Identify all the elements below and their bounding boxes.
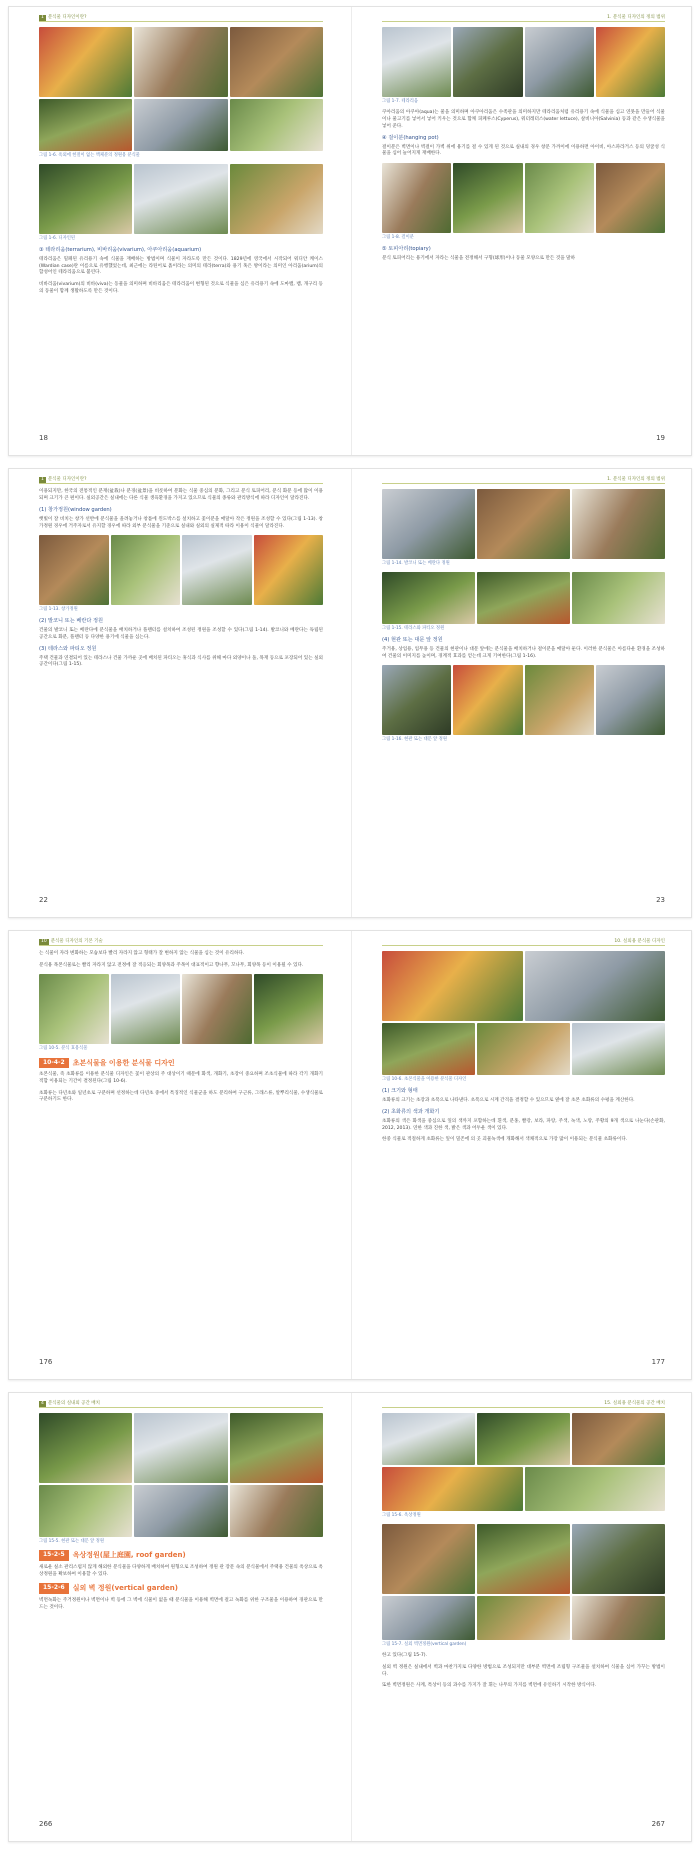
- photo: [477, 1524, 570, 1594]
- photo: [453, 27, 522, 97]
- running-head: 10. 실외용 분식물 디자인: [614, 939, 665, 944]
- photo: [477, 1023, 570, 1075]
- photo: [134, 164, 227, 234]
- photo: [525, 665, 594, 735]
- photo: [477, 489, 570, 559]
- subheading: (2) 발코니 또는 베란다 정원: [39, 618, 104, 625]
- section-number: 15-2-5: [39, 1550, 69, 1561]
- body-paragraph: 이용되지만, 한국의 전통적인 분재(盆栽)나 분경(盆景)을 비롯하여 분화는 식물 중심의 분화, 그리고 분식 토피어리, 분식 화분 등에 많이 이용되며 크기가 큰 편이다. 실외공간은 실내에는 다른 식물 생육환경을 가지고 있으므로 식물의 종류와 관리방식에 따라 디자인이 달라진다.: [39, 489, 323, 501]
- photo: [382, 489, 475, 559]
- photo: [39, 164, 132, 234]
- photo-row: [382, 1413, 665, 1465]
- running-head: 10 분식물 디자인의 기본 기술: [41, 939, 103, 944]
- page-22: [9, 469, 351, 917]
- photo-row: [382, 572, 665, 624]
- photo: [382, 27, 451, 97]
- running-head: 15. 실외용 분식물의 공간 배치: [604, 1401, 665, 1406]
- subheading: (1) 크기와 형태: [382, 1088, 418, 1095]
- body-paragraph: 주거용, 상업용, 업무용 등 건물의 현관이나 대문 앞에는 분식물을 배치하거나 걸이분을 매달아 둔다. 이러한 분식물은 아름다운 환경을 조성하여 건물의 이미지를 높이며, 경계적 효과를 얻는데 크게 기여한다(그림 1-16).: [382, 646, 665, 659]
- photo-row: [382, 1596, 665, 1640]
- photo: [382, 1413, 475, 1465]
- figure-caption: 그림 1-6. 옥외에 헌절이 없는 액체분의 정원용 분식물: [39, 153, 140, 158]
- figure-caption: 그림 1-16. 현관 또는 대문 앞 정원: [382, 737, 447, 743]
- photo-row: [39, 27, 323, 97]
- photo-row: [39, 535, 323, 605]
- body-paragraph: 주택 건물과 연결되어 있는 테라스나 건물 가까운 곳에 배치된 파티오는 휴식과 식사를 위해 마다 외양이나 돌, 목재 등으로 포장되어 있는 실외공간이다(그림 1-15).: [39, 655, 323, 668]
- photo: [382, 951, 523, 1021]
- running-head: 1. 분식물 디자인의 정의 범위: [607, 477, 665, 482]
- header-rule: [39, 1407, 323, 1408]
- spread-4: [8, 1392, 692, 1842]
- figure-caption: 그림 15-6. 옥상정원: [382, 1513, 421, 1518]
- photo: [230, 164, 323, 234]
- photo: [453, 665, 522, 735]
- photo: [525, 951, 666, 1021]
- page-18: [9, 7, 351, 455]
- photo-row: [382, 665, 665, 735]
- photo-row: [382, 27, 665, 97]
- subheading: ③ 테라리움(terrarium), 비바리움(vivarium), 아쿠아리움(aquarium): [39, 247, 202, 254]
- header-rule: [382, 945, 665, 946]
- section-title: 실외 벽 정원(vertical garden): [72, 1584, 178, 1593]
- section-number: 10-4-2: [39, 1058, 69, 1069]
- body-paragraph: 쿠아리움의 아쿠아(aqua)는 물을 의미하며 아쿠아리움은 수족관을 의미하지만 테라리움처럼 유리용기 속에 식물을 심고 연못을 만들어 식물이나 물고기를 넣어서 넣어 키우는 것으로 함께 피페루스(Cyperus), 워터레터스(water lettuce), 살비니아(Salvinia) 등과 같은 수생식물을 넣어 준다.: [382, 110, 665, 129]
- photo: [596, 665, 665, 735]
- figure-caption: 그림 1-15. 테라스와 파티오 정원: [382, 626, 445, 632]
- page-number: 177: [651, 1357, 665, 1366]
- photo-row: [39, 1485, 323, 1537]
- header-rule: [39, 945, 323, 946]
- photo: [382, 1023, 475, 1075]
- photo: [596, 27, 665, 97]
- photo: [182, 974, 252, 1044]
- running-head: 4 분식물의 실내외 공간 배치: [41, 1401, 100, 1406]
- photo: [39, 27, 132, 97]
- photo: [134, 27, 227, 97]
- running-head: 1 분식물 디자인이란?: [41, 477, 87, 482]
- body-paragraph: 는 식물이 자라 변화하는 모습보다 빨리 자라지 않고 형태가 잘 변하지 않는 식물을 심는 것이 유리하다.: [39, 951, 245, 956]
- body-paragraph: 초화류의 크기는 초장과 초폭으로 나타낸다. 초폭으로 시계 간격을 결정할 수 있으므로 옆에 잘 초본 초화류의 수평을 계산한다.: [382, 1097, 635, 1103]
- body-paragraph: 분식용 목본식물로는 빨리 자라지 않고 전정에 잘 적응되는 회양목과 주목이 대표적이고 향나무, 꼬나무, 회양목 등이 이용될 수 있다.: [39, 962, 304, 968]
- figure-caption: 그림 15-5. 현관 또는 대문 앞 정원: [39, 1539, 104, 1544]
- photo: [134, 1485, 227, 1537]
- photo: [230, 99, 323, 151]
- body-paragraph: 또한 벽면정원은 사계, 특상이 등의 과수를 가지가 잘 휘는 나무의 가지를 벽면에 유인하기 시작한 방식이다.: [382, 1683, 597, 1689]
- body-paragraph: 분식 토피어리는 용기에서 자라는 식물을 전정해서 구형(球形)이나 동물 모양으로 만든 것을 말하: [382, 255, 576, 261]
- body-paragraph: 새로운 실소 관리스럽지 않게 해외한 분식물을 다양하게 배치하여 원형으로 조성하여 정원 관 장문 속의 분식물에서 주택용 건물의 옥상으로 옥상정원을 확보하여 이용할 수 있다.: [39, 1564, 323, 1577]
- running-head: 1. 분식물 디자인의 정의 범위: [607, 15, 665, 20]
- photo-row: [382, 163, 665, 233]
- photo: [230, 1485, 323, 1537]
- page-176: [9, 931, 351, 1379]
- photo: [382, 572, 475, 624]
- body-paragraph: 테라리움은 밀폐된 유리용기 속에 식물을 재배하는 방법이며 식물이 자라도록 만든 것이다. 1829년에 영국에서 시작되어 워디안 케이스(Wardian case)란 이름으로 유행했었는데, 최근에는 라틴어로 흙이라는 의미의 테라(terra)와 용기 혹은 방이라는 의미인 아리움(arium)의 합성어인 테라리움으로 불린다.: [39, 256, 323, 276]
- photo: [39, 1413, 132, 1483]
- body-paragraph: 실외 벽 정원은 실내에서 벽과 마찬가지로 다양한 방법으로 조성되지만 대부분 벽면에 조립형 구조물을 설치하여 식물을 심어 가꾸는 방법이다.: [382, 1665, 665, 1677]
- spread-2: [8, 468, 692, 918]
- figure-caption: 그림 1-6. 디자인된: [39, 236, 76, 242]
- section-heading: [39, 1058, 323, 1069]
- subheading: (2) 초화류의 색과 개화기: [382, 1109, 440, 1116]
- section-heading: [39, 1583, 323, 1594]
- photo: [525, 163, 594, 233]
- body-paragraph: 한중 식물로 적절하게 초화류는 잎이 밀존에 의 곳 괴물녹색에 개화해서 색채적으로 가장 많이 이용되는 분식물 초화류이다.: [382, 1137, 628, 1143]
- figure-caption: 그림 1-8. 걸이분: [382, 235, 414, 241]
- photo: [254, 535, 324, 605]
- photo: [525, 27, 594, 97]
- photo-row: [382, 1524, 665, 1594]
- photo: [382, 1467, 523, 1511]
- page-number: 18: [39, 433, 48, 442]
- body-paragraph: 건물의 발코니 또는 베란다에 분식물을 배치하거나 플랜터를 설치하여 조성된 정원을 조성할 수 있다(그림 1-14). 발코니와 베란다는 독립된 공간으로 화분, 플랜터 등 다양한 용기에 식물을 심는다.: [39, 627, 323, 640]
- photo: [382, 665, 451, 735]
- page-266: [9, 1393, 351, 1841]
- body-paragraph: 벽면녹화는 주거정원이나 벽면이나 벽 등에 그 벽에 식물이 없을 때 분식물을 이용해 벽면에 걸고 녹화를 위한 구조물을 이용하여 경관으로 만드는 것이다.: [39, 1597, 323, 1610]
- body-paragraph: 비바리움(vivarium)의 비바(viva)는 동물을 의미하며 비바리움은 테라리움이 변형된 것으로 식물을 심은 유리용기 속에 도마뱀, 뱀, 개구리 등의 동물이 함께 생활하도록 만든 것이다.: [39, 281, 323, 294]
- section-heading: [39, 1550, 323, 1561]
- page-number: 267: [651, 1819, 665, 1828]
- photo: [230, 1413, 323, 1483]
- body-paragraph: 걸이분은 벽면이나 벽걸이 가벽 위에 용기를 걸 수 있게 된 것으로 실내의 경우 창문 가까이에 이용하면 아이비, 아스파라거스 등의 덩굴성 식물을 심어 늘어지게 재배한다.: [382, 144, 665, 157]
- photo: [230, 27, 323, 97]
- spread-1: [8, 6, 692, 456]
- header-rule: [39, 483, 323, 484]
- photo: [134, 1413, 227, 1483]
- header-rule: [39, 21, 323, 22]
- page-number: 176: [39, 1357, 53, 1366]
- photo-row: [382, 951, 665, 1021]
- body-paragraph: 한고 있다(그림 15-7).: [382, 1653, 428, 1659]
- photo: [572, 1413, 665, 1465]
- figure-caption: 그림 10-5. 분식 효용식물: [39, 1046, 88, 1052]
- photo-row: [382, 1467, 665, 1511]
- section-number: 15-2-6: [39, 1583, 69, 1594]
- figure-caption: 그림 1-14. 발코니 또는 베란다 정원: [382, 561, 450, 566]
- section-title: 옥상정원(屋上庭園, roof garden): [72, 1551, 186, 1560]
- figure-caption: 그림 1-13. 창가정원: [39, 607, 78, 613]
- photo: [453, 163, 522, 233]
- figure-caption: 그림 10-6. 초본식물을 이용한 분식물 디자인: [382, 1077, 467, 1082]
- photo: [182, 535, 252, 605]
- header-rule: [382, 483, 665, 484]
- page-177: [351, 931, 693, 1379]
- photo-row: [39, 1413, 323, 1483]
- photo: [572, 1596, 665, 1640]
- subheading: (4) 현관 또는 대문 앞 정원: [382, 637, 443, 644]
- photo-row: [39, 974, 323, 1044]
- page-number: 23: [656, 895, 665, 904]
- subheading: ⑤ 토피아리(topiary): [382, 246, 431, 253]
- photo: [134, 99, 227, 151]
- subheading: ④ 걸이분(hanging pot): [382, 135, 439, 142]
- figure-caption: 그림 1-7. 테라리움: [382, 99, 419, 104]
- figure-caption: 그림 15-7. 실외 벽면정원(vertical garden): [382, 1642, 467, 1648]
- page-number: 22: [39, 895, 48, 904]
- photo: [111, 535, 181, 605]
- photo-row: [382, 489, 665, 559]
- page-number: 266: [39, 1819, 53, 1828]
- photo: [39, 1485, 132, 1537]
- photo: [572, 1023, 665, 1075]
- photo: [572, 572, 665, 624]
- body-paragraph: 초본식물, 즉 초화류를 이용한 분식물 디자인은 꽃이 관상의 주 대상이기 때문에 화색, 개화기, 초장이 중요하며 조초식물에 따라 각기 개화기 적합 이용되는 기간이 결정된다(그림 10-6).: [39, 1072, 323, 1084]
- photo: [525, 1467, 666, 1511]
- photo-row: [39, 99, 323, 151]
- header-rule: [382, 21, 665, 22]
- photo: [382, 1524, 475, 1594]
- page-23: [351, 469, 693, 917]
- photo: [477, 1413, 570, 1465]
- photo: [382, 163, 451, 233]
- body-paragraph: 초화류의 색은 화색을 중심으로 잎의 색까지 포함하는데 흰색, 분홍, 빨강, 보라, 파랑, 주색, 녹색, 노랑, 주황의 9개 색으로 나눈다(손관화, 2012, 2013). 연한 색과 진한 색, 밝은 색과 어두운 색이 있다.: [382, 1118, 665, 1131]
- section-title: 초본식물을 이용한 분식물 디자인: [72, 1058, 175, 1067]
- photo: [111, 974, 181, 1044]
- spread-3: [8, 930, 692, 1380]
- photo: [572, 489, 665, 559]
- photo-row: [39, 164, 323, 234]
- header-rule: [382, 1407, 665, 1408]
- page-number: 19: [656, 433, 665, 442]
- photo-row: [382, 1023, 665, 1075]
- page-267: [351, 1393, 693, 1841]
- page-19: [351, 7, 693, 455]
- photo: [39, 535, 109, 605]
- photo: [39, 99, 132, 151]
- photo: [39, 974, 109, 1044]
- subheading: (3) 테라스와 파티오 정원: [39, 646, 97, 653]
- photo: [254, 974, 324, 1044]
- running-head: 1 분식물 디자인이란?: [41, 15, 87, 20]
- body-paragraph: 햇빛이 잘 비치는 창가 선반에 분식물을 올려놓거나 창틀에 윈도박스를 설치하고 꽃이분을 매달아 작은 정원을 조성할 수 있다(그림 1-13). 창가정원 경우에 거주자로서 유지할 경우에 따라 외부 분식물을 기준으로 실내와 실외의 실제적 따라 이용이 식물이 달라진다.: [39, 516, 323, 529]
- photo: [382, 1596, 475, 1640]
- photo: [572, 1524, 665, 1594]
- body-paragraph: 초화류는 다년초와 일년초로 구분하며 선정하는데 다년초 중에서 특징적인 식물군을 하도 분리하여 구근류, 그래스류, 알뿌리식물, 수생식물로 구분하기도 한다.: [39, 1090, 323, 1103]
- photo: [596, 163, 665, 233]
- photo: [477, 1596, 570, 1640]
- photo: [477, 572, 570, 624]
- subheading: (1) 창가정원(window garden): [39, 507, 112, 514]
